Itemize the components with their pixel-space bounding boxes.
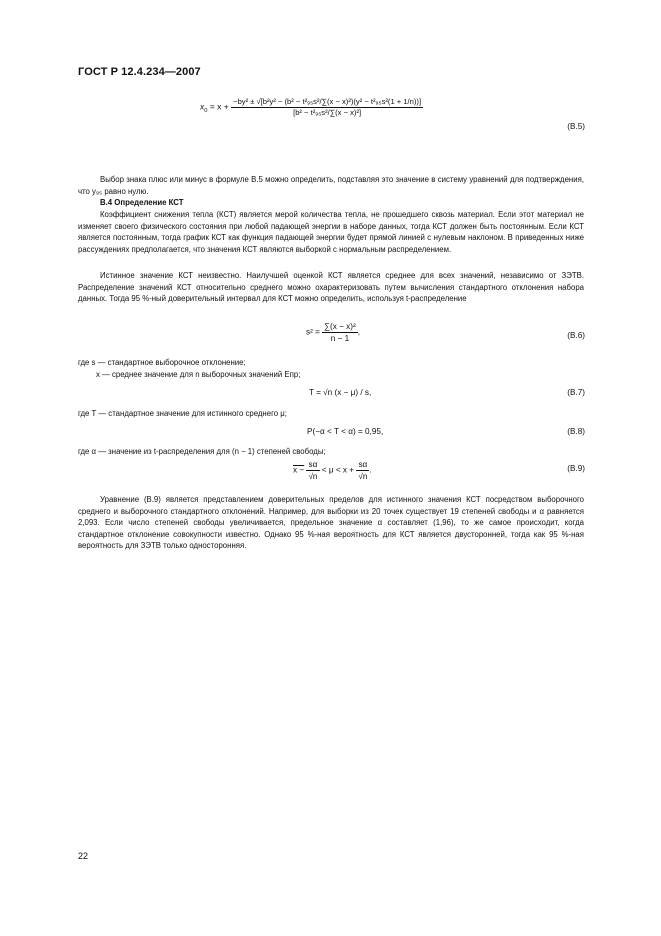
page-number: 22 xyxy=(78,851,89,861)
eq-b5-number: (В.5) xyxy=(567,122,585,131)
eq-b9-left: x − xyxy=(293,465,305,475)
eq-b8-number: (В.8) xyxy=(567,427,585,436)
paragraph-confidence-limits xyxy=(78,494,584,552)
eq-b6-number: (В.6) xyxy=(567,331,585,340)
equation-b9 xyxy=(293,460,372,481)
eq-b5-denominator: [b² − t²₉₅s²/∑(x − x)²] xyxy=(293,107,362,117)
equation-b7: T = √n (x − μ) / s, xyxy=(309,388,372,397)
eq-b5-rhs-start: = x + xyxy=(209,101,229,112)
eq-b5-numerator: −by² ± √[b²y² − (b² − t²₉₅s²/∑(x − x)²)(y² − t²₉₅s²(1 + 1/n))] xyxy=(233,97,422,106)
eq-b9-tail: . xyxy=(369,465,372,475)
paragraph-kst-definition xyxy=(78,209,584,255)
paragraph-kst-definition-text: Коэффициент снижения тепла (КСТ) является мерой количества тепла, не прошедшего сквозь материал. Если этот материал не изменяет своего физического состояния при любой падающей энергии в наборе данных, тогда КСТ должен быть постоянным. Если КСТ является постоянным, тогда график КСТ как функция падающей энергии будет прямой линией с нулевым наклоном. В приведенных ниже рассуждениях предполагается, что значения КСТ являются выборкой с нормальным распределением. xyxy=(78,210,584,254)
paragraph-confidence-limits-text: Уравнение (В.9) является представлением доверительных пределов для истинного значения КСТ посредством выборочного среднего и выборочного стандартного отклонений. Например, для выборки из 20 точек существует 19 степеней свободы и α равняется 2,093. Если число степеней свободы увеличивается, предельное значение α составляет (1,96), то же самое происходит, когда стандартное отклонение совокупности известно. Однако 95 %-ная вероятность для КСТ является двусторонней, тогда как 95 %-ная вероятность для ЗЭТВ только односторонняя. xyxy=(78,495,584,550)
eq-b6-denominator: n − 1 xyxy=(330,334,350,343)
standard-header: ГОСТ Р 12.4.234—2007 xyxy=(78,66,201,78)
eq-b7-number: (В.7) xyxy=(567,388,585,397)
eq-b9-frac2-den: √n xyxy=(358,472,368,481)
eq-b9-frac1-num: sα xyxy=(306,460,319,471)
section-title: В.4 Определение КСТ xyxy=(100,198,184,207)
paragraph-sign-choice xyxy=(78,174,584,197)
eq-b6-tail: , xyxy=(357,327,360,337)
equation-b6 xyxy=(306,322,360,343)
eq-b9-fraction-1 xyxy=(306,460,319,481)
eq-b6-fraction xyxy=(322,322,358,343)
eq-b9-number: (В.9) xyxy=(567,464,585,473)
equation-b8: P(−α < T < α) = 0,95, xyxy=(307,427,384,436)
paragraph-sign-text: Выбор знака плюс или минус в формуле В.5 можно определить, подставляя это значение в систему уравнений для подтверждения, что y₉₅ равно нулю. xyxy=(78,175,584,196)
eq-b9-mid: < μ < x + xyxy=(321,465,355,475)
where-alpha: где α — значение из t-распределения для (n − 1) степеней свободы; xyxy=(78,447,326,456)
eq-b6-lhs: s² = xyxy=(306,327,320,337)
eq-b6-numerator: ∑(x − x)² xyxy=(324,322,356,331)
where-x: x — среднее значение для n выборочных значений Eпр; xyxy=(96,370,301,379)
equation-b5 xyxy=(200,98,423,116)
eq-b9-frac2-num: sα xyxy=(356,460,369,471)
where-s: где s — стандартное выборочное отклонение; xyxy=(78,358,246,367)
eq-b5-lhs: x xyxy=(200,101,205,112)
paragraph-kst-true-value-text: Истинное значение КСТ неизвестно. Наилучшей оценкой КСТ является среднее для всех значений, независимо от ЗЭТВ. Распределение значений КСТ относительно среднего можно охарактеризовать путем вычисления стандартного отклонения набора данных. Тогда 95 %-ный доверительный интервал для КСТ можно определить, используя t-распределение xyxy=(78,271,584,303)
eq-b5-fraction xyxy=(231,98,423,116)
eq-b5-lhs-sub: 0 xyxy=(204,108,208,115)
eq-b9-frac1-den: √n xyxy=(308,472,318,481)
where-t: где T — стандартное значение для истинного среднего μ; xyxy=(78,409,287,418)
paragraph-kst-true-value xyxy=(78,270,584,305)
eq-b9-fraction-2 xyxy=(356,460,372,481)
